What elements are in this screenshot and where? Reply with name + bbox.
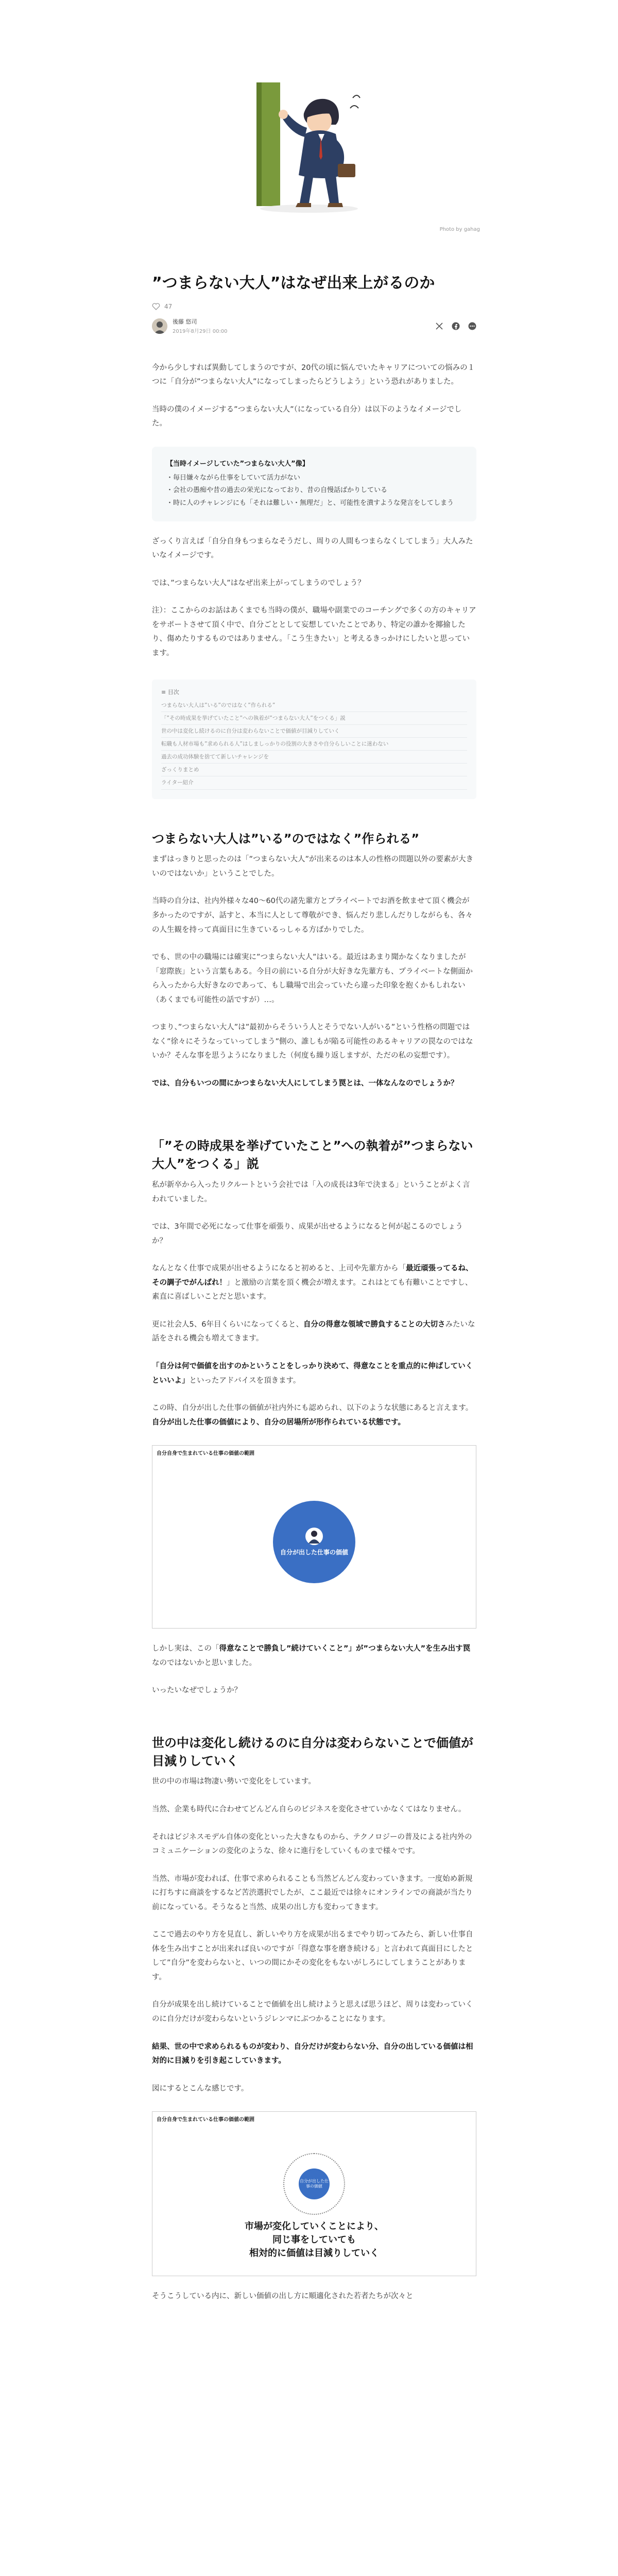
- section-paragraph: 世の中の市場は物凄い勢いで変化をしています。: [152, 1777, 316, 1786]
- x-share-icon[interactable]: [435, 322, 443, 330]
- figure-value-scope: [152, 1445, 476, 1629]
- author-name[interactable]: 後藤 悠司: [173, 318, 197, 325]
- section-paragraph: しかし実は、この「得意なことで勝負し”続けていくこと”」が”つまらない大人”を生み出す罠なのではないかと思いました。: [152, 1645, 471, 1667]
- figure-caption: 自分自身で生まれている仕事の価値の範囲: [157, 2117, 254, 2123]
- value-circle: [273, 1501, 355, 1583]
- publish-date: 2019年8月29日 00:00: [173, 329, 228, 334]
- section-paragraph: つまり、”つまらない大人”は”最初からそういう人とそうでない人がいる”という性格の問題ではなく”徐々にそうなっていってしまう”側の、誰しもが陥る可能性のあるキャリアの罠なのではないか？そんな事を思うようになりました（何度も繰り返しますが、ただの私の妄想です）。: [152, 1023, 473, 1060]
- section-paragraph: 当然、市場が変われば、仕事で求められることも当然どんどん変わっていきます。一度始め新規に打ちすに商談をするなど苦渋選択でしたが、ここ最近では徐々にオンラインでの商談が当たり前になっている。そうなると当然、成果の出し方も変わってきます。: [152, 1874, 473, 1911]
- toc-item[interactable]: つまらない大人は”いる”のではなく”作られる”: [161, 699, 467, 712]
- person-icon: [305, 1527, 323, 1546]
- section-paragraph: でも、世の中の職場には確実に”つまらない大人”はいる。最近はあまり聞かなくなりましたが「窓際族」という言葉もある。今目の前にいる自分が大好きな先輩方も、プライベートな側面から入ったから大好きなのであって、もし職場で出会っていたら違った印象を抱くかもしれない（あくまでも可能性の話ですが）…。: [152, 953, 473, 1004]
- section-paragraph: では、自分もいつの間にかつまらない大人にしてしまう罠とは、一体なんなのでしょうか？: [152, 1079, 458, 1088]
- section-paragraph: 更に社会人5、6年目くらいになってくると、自分の得意な領域で勝負することの大切さみたいな話をされる機会も増えてきます。: [152, 1320, 475, 1343]
- section-paragraph: いったいなぜでしょうか？: [152, 1686, 242, 1695]
- like-count: 47: [164, 302, 173, 310]
- author-meta: [152, 317, 476, 335]
- list-item: ・ 毎日嫌々ながら仕事をしていて活力がない: [166, 472, 462, 485]
- toc-item[interactable]: 「”その時成果を挙げていたこと”への執着が”つまらない大人”をつくる」説: [161, 712, 467, 725]
- intro-paragraph: 当時の僕のイメージする”つまらない大人”（になっている自分）は以下のようなイメージでした。: [152, 405, 462, 428]
- table-of-contents: [152, 680, 476, 799]
- section-paragraph: まずはっきりと思ったのは「”つまらない大人”が出来るのは本人の性格の問題以外の要素が大きいのではないか」ということでした。: [152, 855, 474, 878]
- figure-caption: 自分自身で生まれている仕事の価値の範囲: [157, 1451, 254, 1457]
- section-heading: 世の中は変化し続けるのに自分は変わらないことで価値が目減りしていく: [152, 1735, 473, 1768]
- heart-icon[interactable]: [152, 302, 160, 311]
- intro-paragraph: 今から少しすれば異動してしまうのですが、20代の頃に悩んでいたキャリアについての悩みの１つに「自分が”つまらない大人”になってしまったらどうしよう」という恐れがありました。: [152, 363, 475, 386]
- avatar[interactable]: [152, 318, 167, 334]
- section-paragraph: 結果、世の中で求められるものが変わり、自分だけが変わらない分、自分の出している価値は相対的に目減りを引き起こしていきます。: [152, 2042, 473, 2065]
- toc-item[interactable]: 過去の成功体験を捨てて新しいチャレンジを: [161, 751, 467, 764]
- figure-value-decline: [152, 2111, 476, 2276]
- intro-paragraph: ざっくり言えば「自分自身もつまらなそうだし、周りの人間もつまらなくしてしまう」大人みたいなイメージです。: [152, 537, 473, 560]
- toc-item[interactable]: ざっくりまとめ: [161, 764, 467, 776]
- section-paragraph: 私が新卒から入ったリクルートという会社では「入の成長は3年で決まる」ということがよく言われていました。: [152, 1181, 470, 1204]
- section-paragraph: 当然、企業も時代に合わせてどんどん自らのビジネスを変化させていかなくてはなりません。: [152, 1805, 466, 1814]
- section-heading: 「”その時成果を挙げていたこと”への執着が”つまらない大人”をつくる」説: [152, 1139, 473, 1172]
- figure-text: 市場が変化していくことにより、 同じ事をしていても 相対的に価値は目減りしていく: [245, 2221, 384, 2259]
- avatar-icon: [152, 318, 167, 334]
- note-paragraph: 注）：ここからのお話はあくまでも当時の僕が、職場や副業でのコーチングで多くの方のキャリアをサポートさせて頂く中で、自分ごととして妄想していたことであり、特定の誰かを揶揄したり、傷めたりするものではありません。「こう生きたい」と考えるきっかけにしたいと思っています。: [152, 606, 476, 658]
- section-paragraph: そうこうしている内に、新しい価値の出し方に順適化された若者たちが次々と: [152, 2292, 414, 2301]
- hero-image: [0, 0, 618, 242]
- facebook-share-icon[interactable]: [452, 322, 460, 330]
- more-share-icon[interactable]: [468, 322, 476, 330]
- section-paragraph: 当時の自分は、社内外様々な40〜60代の諸先輩方とプライベートでお酒を飲ませて頂く機会が多かったのですが、話すと、本当に人として尊敬ができ、悩んだり悲しんだりしながらも、各々の人生観を持って真面目に生きているっしゃる方ばかりでした。: [152, 897, 473, 934]
- toc-item[interactable]: 世の中は変化し続けるのに自分は変わらないことで価値が目減りしていく: [161, 725, 467, 738]
- value-core: 自分が出した仕事の価値: [299, 2168, 330, 2199]
- toc-title: ≡ 目次: [161, 688, 179, 696]
- toc-item[interactable]: 転職も人材市場も”求められる人”はしましっかりの役割の大きさや自分らしいことに迷わない: [161, 738, 467, 751]
- image-box-list: [166, 472, 462, 510]
- image-box-heading: 【当時イメージしていた”つまらない大人”像】: [166, 460, 309, 468]
- hero-illustration: [247, 77, 371, 222]
- list-item: ・ 会社の愚痴や昔の過去の栄光になっており、昔の自慢話ばかりしている: [166, 484, 462, 497]
- section-paragraph: なんとなく仕事で成果が出せるようになると初めると、上司や先輩方から「最近頑張ってるね、その調子でがんばれ！」と激励の言葉を頂く機会が増えます。これはとても有難いことですし、素直に喜ばしいことだと思います。: [152, 1264, 473, 1301]
- section-paragraph: この時、自分が出した仕事の価値が社内外にも認められ、以下のような状態にあると言えます。自分が出した仕事の価値により、自分の居場所が形作られている状態です。: [152, 1404, 473, 1427]
- share-buttons: [435, 322, 476, 330]
- section-paragraph: 自分が成果を出し続けていることで価値を出し続けようと思えば思うほど、周りは変わっていくのに自分だけが変わらないというジレンマにぶつかることになります。: [152, 2001, 473, 2023]
- section-heading: つまらない大人は”いる”のではなく”作られる”: [152, 831, 420, 846]
- value-label: 自分が出した仕事の価値: [280, 1549, 348, 1556]
- section-paragraph: ここで過去のやり方を見直し、新しいやり方を成果が出るまでやり切ってみたら、新しい仕事自体を生み出すことが出来れば良いのですが「得意な事を磨き続ける」と言われて真面目にしたとして”自分”を変わらないと、いつの間にかその変化をもないがしろにしてしまうことがあります。: [152, 1930, 473, 1981]
- image-box: [152, 447, 476, 521]
- like-row: [152, 301, 476, 312]
- article-title: ”つまらない大人”はなぜ出来上がるのか: [152, 274, 435, 292]
- photo-credit: Photo by gahag: [439, 227, 480, 232]
- toc-item[interactable]: ライター紹介: [161, 776, 467, 789]
- section-paragraph: それはビジネスモデル自体の変化といった大きなものから、テクノロジーの普及による社内外のコミュニケーションの変化のような、徐々に進行をしていくものまで様々です。: [152, 1833, 472, 1856]
- intro-paragraph: では、”つまらない大人”はなぜ出来上がってしまうのでしょう？: [152, 579, 365, 587]
- section-paragraph: 図にするとこんな感じです。: [152, 2084, 249, 2093]
- section-paragraph: 「自分は何で価値を出すのかということをしっかり決めて、得意なことを重点的に伸ばしていくといいよ」といったアドバイスを頂きます。: [152, 1362, 473, 1385]
- market-ring: [283, 2153, 345, 2215]
- article: [152, 273, 476, 2304]
- list-item: ・ 時に人のチャレンジにも「それは難しい・無理だ」と、可能性を潰すような発言をしてしまう: [166, 497, 462, 510]
- section-paragraph: では、3年間で必死になって仕事を頑張り、成果が出せるようになると何が起こるのでしょうか？: [152, 1223, 463, 1245]
